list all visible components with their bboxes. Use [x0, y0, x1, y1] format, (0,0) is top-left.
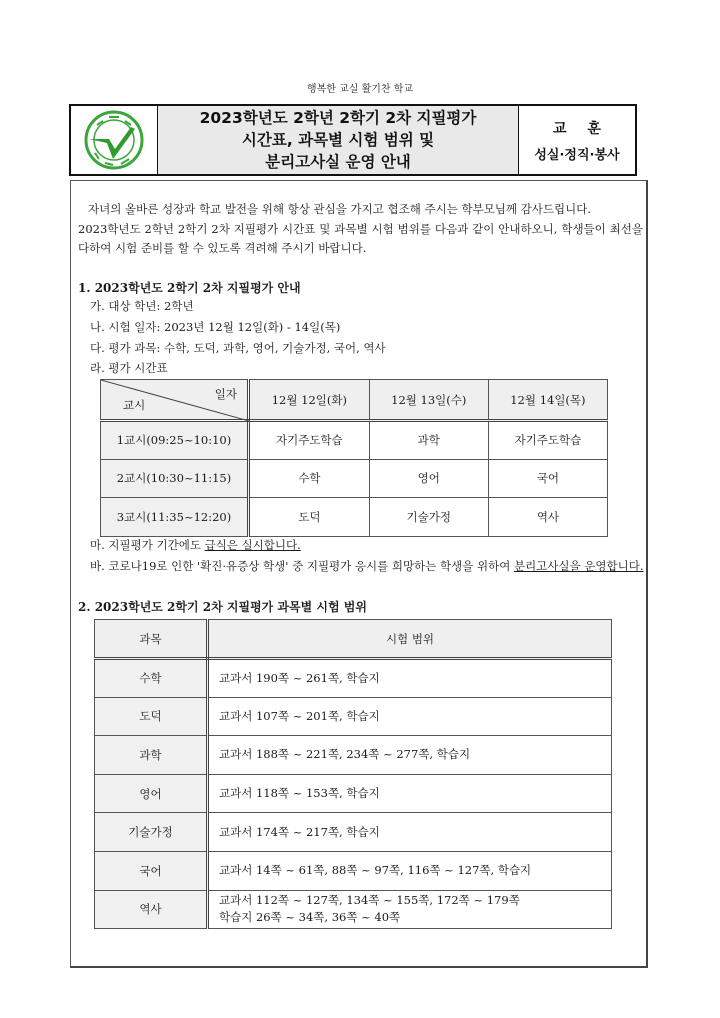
note-separate-room-text: 바. 코로나19로 인한 '확진·유증상 학생' 중 지필평가 응시를 희망하는 학생을 위하여 — [90, 559, 514, 573]
timetable-header-row — [101, 380, 608, 421]
subject-cell: 과학 — [369, 421, 488, 460]
range-line-textbook: 교과서 112쪽 ~ 127쪽, 134쪽 ~ 155쪽, 172쪽 ~ 179쪽 — [219, 893, 520, 908]
item-timetable-label: 라. 평가 시간표 — [90, 361, 168, 375]
timetable-row — [101, 459, 608, 498]
range-cell: 교과서 188쪽 ~ 221쪽, 234쪽 ~ 277쪽, 학습지 — [208, 736, 612, 775]
corner-label-date: 일자 — [214, 387, 237, 401]
subject-cell: 수학 — [249, 459, 370, 498]
range-row — [95, 697, 612, 736]
section-1-title: 1. 2023학년도 2학기 2차 지필평가 안내 — [78, 281, 301, 295]
exam-range-table — [94, 619, 612, 929]
subject-cell: 역사 — [95, 890, 208, 929]
date-header: 12월 13일(수) — [369, 380, 488, 421]
note-separate-room — [90, 558, 643, 574]
range-header: 시험 범위 — [208, 620, 612, 659]
logo-cell — [71, 106, 158, 174]
subject-cell: 과학 — [95, 736, 208, 775]
subject-cell: 도덕 — [249, 498, 370, 537]
note-separate-room-emphasis: 분리고사실을 운영합니다. — [513, 559, 644, 573]
range-row — [95, 736, 612, 775]
range-row — [95, 774, 612, 813]
range-row — [95, 890, 612, 929]
intro-paragraph — [78, 200, 643, 259]
date-header: 12월 14일(목) — [488, 380, 607, 421]
range-cell: 교과서 107쪽 ~ 201쪽, 학습지 — [208, 697, 612, 736]
range-row — [95, 659, 612, 698]
subject-cell: 자기주도학습 — [249, 421, 370, 460]
title-line-2: 시간표, 과목별 시험 범위 및 — [241, 131, 435, 149]
range-cell: 교과서 174쪽 ~ 217쪽, 학습지 — [208, 813, 612, 852]
subject-cell: 역사 — [488, 498, 607, 537]
range-cell: 교과서 190쪽 ~ 261쪽, 학습지 — [208, 659, 612, 698]
range-header-row — [95, 620, 612, 659]
corner-label-period: 교시 — [123, 398, 146, 412]
subject-cell: 국어 — [488, 459, 607, 498]
subject-cell: 수학 — [95, 659, 208, 698]
subject-cell: 기술가정 — [95, 813, 208, 852]
subject-cell: 영어 — [369, 459, 488, 498]
subject-cell: 자기주도학습 — [488, 421, 607, 460]
motto-label: 교 훈 — [553, 120, 609, 137]
range-row — [95, 851, 612, 890]
note-lunch — [90, 537, 301, 553]
range-row — [95, 813, 612, 852]
subject-cell: 국어 — [95, 851, 208, 890]
timetable-corner-cell — [101, 380, 249, 421]
intro-line-1: 자녀의 올바른 성장과 학교 발전을 위해 항상 관심을 가지고 협조해 주시는 학부모님께 감사드립니다. — [88, 202, 591, 216]
item-target-grade: 가. 대상 학년: 2학년 — [90, 299, 194, 313]
exam-timetable — [100, 379, 608, 537]
intro-line-2: 2023학년도 2학년 2학기 2차 지필평가 시간표 및 과목별 시험 범위를 다음과 같이 안내하오니, 학생들이 최선을 다하여 시험 준비를 할 수 있도록 격려해 주시기 바랍니다. — [78, 221, 643, 255]
range-cell — [208, 890, 612, 929]
subject-cell: 영어 — [95, 774, 208, 813]
date-header: 12월 12일(화) — [249, 380, 370, 421]
range-cell: 교과서 118쪽 ~ 153쪽, 학습지 — [208, 774, 612, 813]
school-emblem-icon — [83, 109, 145, 171]
document-title — [158, 106, 519, 174]
subject-cell: 도덕 — [95, 697, 208, 736]
period-cell: 1교시(09:25~10:10) — [101, 421, 249, 460]
timetable-row — [101, 421, 608, 460]
range-line-worksheet: 학습지 26쪽 ~ 34쪽, 36쪽 ~ 40쪽 — [219, 910, 401, 925]
item-subjects: 다. 평가 과목: 수학, 도덕, 과학, 영어, 기술가정, 국어, 역사 — [90, 341, 386, 355]
document-header — [69, 104, 637, 176]
title-line-1: 2023학년도 2학년 2학기 2차 지필평가 — [199, 109, 477, 127]
motto-values: 성실·정직·봉사 — [534, 147, 620, 163]
item-exam-dates: 나. 시험 일자: 2023년 12월 12일(화) - 14일(목) — [90, 320, 341, 334]
school-slogan: 행복한 교실 활기찬 학교 — [306, 84, 414, 95]
period-cell: 2교시(10:30~11:15) — [101, 459, 249, 498]
section-2-title: 2. 2023학년도 2학기 2차 지필평가 과목별 시험 범위 — [78, 600, 367, 614]
note-lunch-emphasis: 급식은 실시합니다. — [204, 538, 301, 552]
note-lunch-text: 마. 지필평가 기간에도 — [90, 538, 205, 552]
timetable-row — [101, 498, 608, 537]
period-cell: 3교시(11:35~12:20) — [101, 498, 249, 537]
school-motto — [519, 106, 635, 174]
range-cell: 교과서 14쪽 ~ 61쪽, 88쪽 ~ 97쪽, 116쪽 ~ 127쪽, 학습지 — [208, 851, 612, 890]
subject-cell: 기술가정 — [369, 498, 488, 537]
title-line-3: 분리고사실 운영 안내 — [265, 153, 411, 171]
subject-header: 과목 — [95, 620, 208, 659]
